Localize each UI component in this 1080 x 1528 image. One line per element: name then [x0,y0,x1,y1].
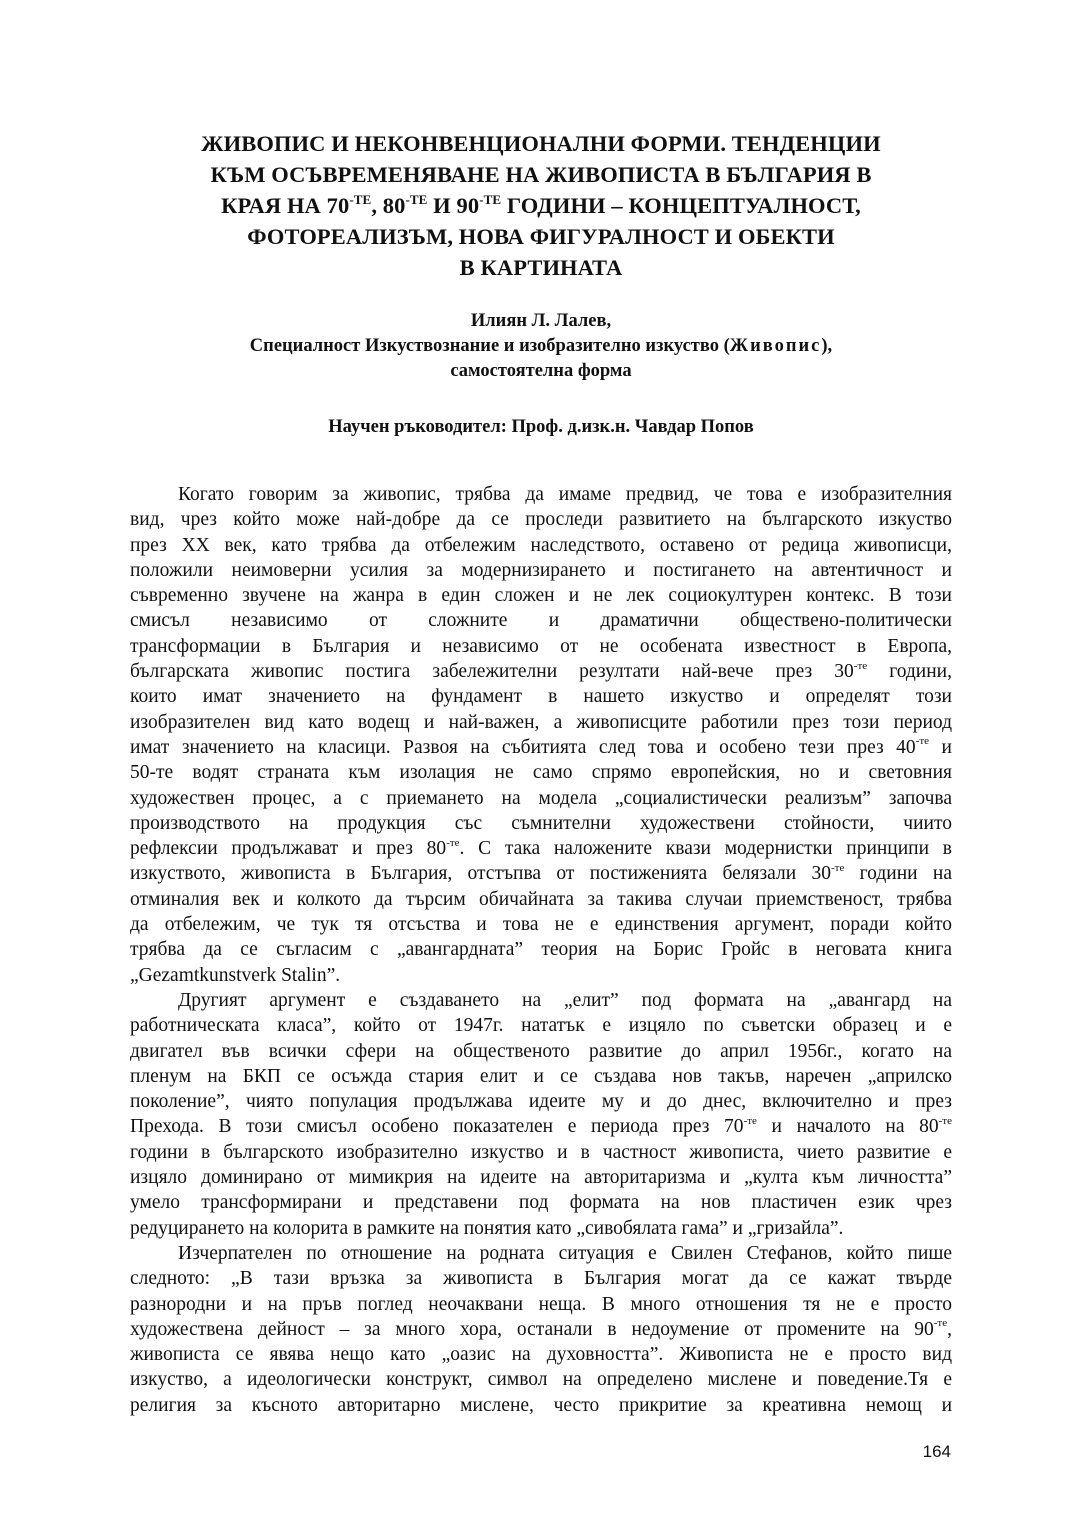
text-line: да отбележим, че тук тя отсъства и това не е единствения аргумент, поради който [130,914,952,936]
text-line [130,1114,952,1139]
superscript: -те [915,735,930,748]
title-line: ФОТОРЕАЛИЗЪМ, НОВА ФИГУРАЛНОСТ И ОБЕКТИ [247,224,835,249]
text-line: изцяло доминирано от мимикрия на идеите на авторитаризма и „култа към личността” [130,1167,952,1189]
superscript: -те [933,1317,948,1330]
text-line [130,735,952,760]
text-segment: години на [844,863,952,885]
superscript: -те [938,1114,952,1127]
text-line [130,861,952,886]
text-line: двигател във всички сфери на общественото развитие до април 1956г., когато на [130,1040,952,1062]
title-line: ЖИВОПИС И НЕКОНВЕНЦИОНАЛНИ ФОРМИ. ТЕНДЕНЦИИ [201,131,881,156]
paragraph [130,1241,952,1418]
specialty-text: ), [821,336,833,356]
author-name: Илиян Л. Лалев, [470,311,612,331]
text-line: смисъл независимо от сложните и драматични обществено-политически [130,610,952,632]
page-number: 164 [922,1442,951,1461]
text-segment: рефлексии продължават и през 80 [130,838,447,860]
text-line: следното: „В тази връзка за живописта в България могат да се кажат твърде [130,1268,952,1290]
author-specialty [130,334,952,359]
superscript: -те [446,836,460,849]
specialty-text: Специалност Изкуствознание и изобразително изкуство ( [249,336,730,356]
text-line: изобразителен вид като водещ и най-важен, а живописците работили през този период [130,711,952,733]
text-line: вид, чрез който може най-добре да се проследи развитието на българското изкуство [130,509,952,531]
text-line: Другият аргумент е създаването на „елит” под формата на „авангард на [178,989,952,1011]
text-segment: художествена дейност – за много хора, останали в недоумение от промените на 90 [130,1318,934,1340]
text-line: години в българското изобразително изкуство и в частност живописта, чието развитие е [130,1141,952,1163]
text-line: отминалия век и колкото да търсим обичайната за такива случаи приемственост, трябва [130,888,952,910]
text-line: умело трансформирани и представени под формата на нов пластичен език чрез [130,1192,952,1214]
text-line: 50-те водят страната към изолация не само спрямо европейския, но и световния [130,762,952,784]
text-line: работническата класа”, който от 1947г. нататък е изцяло по съветски образец и е [130,1015,952,1037]
text-line: художествен процес, а с приемането на модела „социалистически реализъм” започва [130,787,952,809]
text-line: пленум на БКП се осъжда стария елит и се създава нов такъв, наречен „априлско [130,1065,952,1087]
author-block [130,309,952,384]
text-line: положили неимоверни усилия за модернизирането и постигането на автентичност и [130,559,952,581]
text-line: производството на продукция със съмнителни художествени стойности, чиито [130,812,952,834]
text-line: съвременно звучене на жанра в един сложен и не лек социокултурен контекс. В този [130,585,952,607]
paragraph [130,988,952,1241]
text-line: Изчерпателен по отношение на родната ситуация е Свилен Стефанов, който пише [178,1242,952,1264]
text-line: „Gezamtkunstverk Stalin”. [130,964,341,986]
text-segment: и [929,736,952,758]
text-line: разнородни и на пръв поглед неочаквани неща. В много отношения тя не е просто [130,1293,952,1315]
title-text: КРАЯ НА 70 [221,193,350,218]
text-segment: Прехода. В този смисъл особено показателен е периода през 70 [130,1116,744,1138]
author-form: самостоятелна форма [450,361,632,381]
text-line [130,659,952,684]
article-title [130,128,952,283]
text-line: религия за късното авторитарно мислене, често прикритие за креативна немощ и [130,1394,952,1416]
superscript: -те [743,1114,757,1127]
text-segment: , [947,1318,952,1340]
text-line: поколение”, чиято популация продължава идеите му и до днес, включително и през [130,1091,952,1113]
text-line: през XX век, като трябва да отбележим наследството, оставено от редица живописци, [130,534,952,556]
superscript: -те [853,659,868,672]
title-superscript: -ТЕ [349,191,372,207]
text-line: които имат значението на фундамент в нашето изкуство и определят този [130,686,952,708]
specialty-spaced-text: Живопис [729,336,822,356]
text-segment: и началото на 80 [756,1116,939,1138]
title-text: И 90 [427,193,480,218]
text-line: живописта се явява нещо като „оазис на духовността”. Живописта не е просто вид [130,1344,952,1366]
text-segment: . С така наложените квази модернистки принципи в [459,838,952,860]
title-line: КЪМ ОСЪВРЕМЕНЯВАНЕ НА ЖИВОПИСТА В БЪЛГАРИЯ В [210,162,872,187]
title-line [130,190,952,221]
body-text [130,482,952,1418]
title-superscript: -ТЕ [479,191,502,207]
text-segment: години, [867,661,952,683]
title-text: , 80 [371,193,406,218]
title-superscript: -ТЕ [405,191,428,207]
paragraph [130,482,952,988]
text-line: трябва да се съгласим с „авангардната” теория на Борис Гройс в неговата книга [130,939,952,961]
text-line: редуцирането на колорита в рамките на понятия като „сивобялата гама” и „гризайла”. [130,1217,844,1239]
text-line [130,836,952,861]
text-segment: българската живопис постига забележителни резултати най-вече през 30 [130,661,854,683]
title-text: ГОДИНИ – КОНЦЕПТУАЛНОСТ, [501,193,861,218]
text-line: Когато говорим за живопис, трябва да имаме предвид, че това е изобразителния [178,484,952,505]
superscript: -те [830,861,845,874]
text-segment: изкуството, живописта в България, отстъпва от постиженията белязали 30 [130,863,831,885]
title-line: В КАРТИНАТА [459,255,623,280]
supervisor-line: Научен ръководител: Проф. д.изк.н. Чавдар Попов [328,417,754,437]
text-line: изкуство, а идеологически конструкт, символ на определено мислене и поведение.Тя е [130,1369,952,1391]
text-segment: имат значението на класици. Развоя на събитията след това и особено тези през 40 [130,736,916,758]
text-line: трансформации в България и независимо от не особената известност в Европа, [130,635,952,657]
text-line [130,1317,952,1342]
